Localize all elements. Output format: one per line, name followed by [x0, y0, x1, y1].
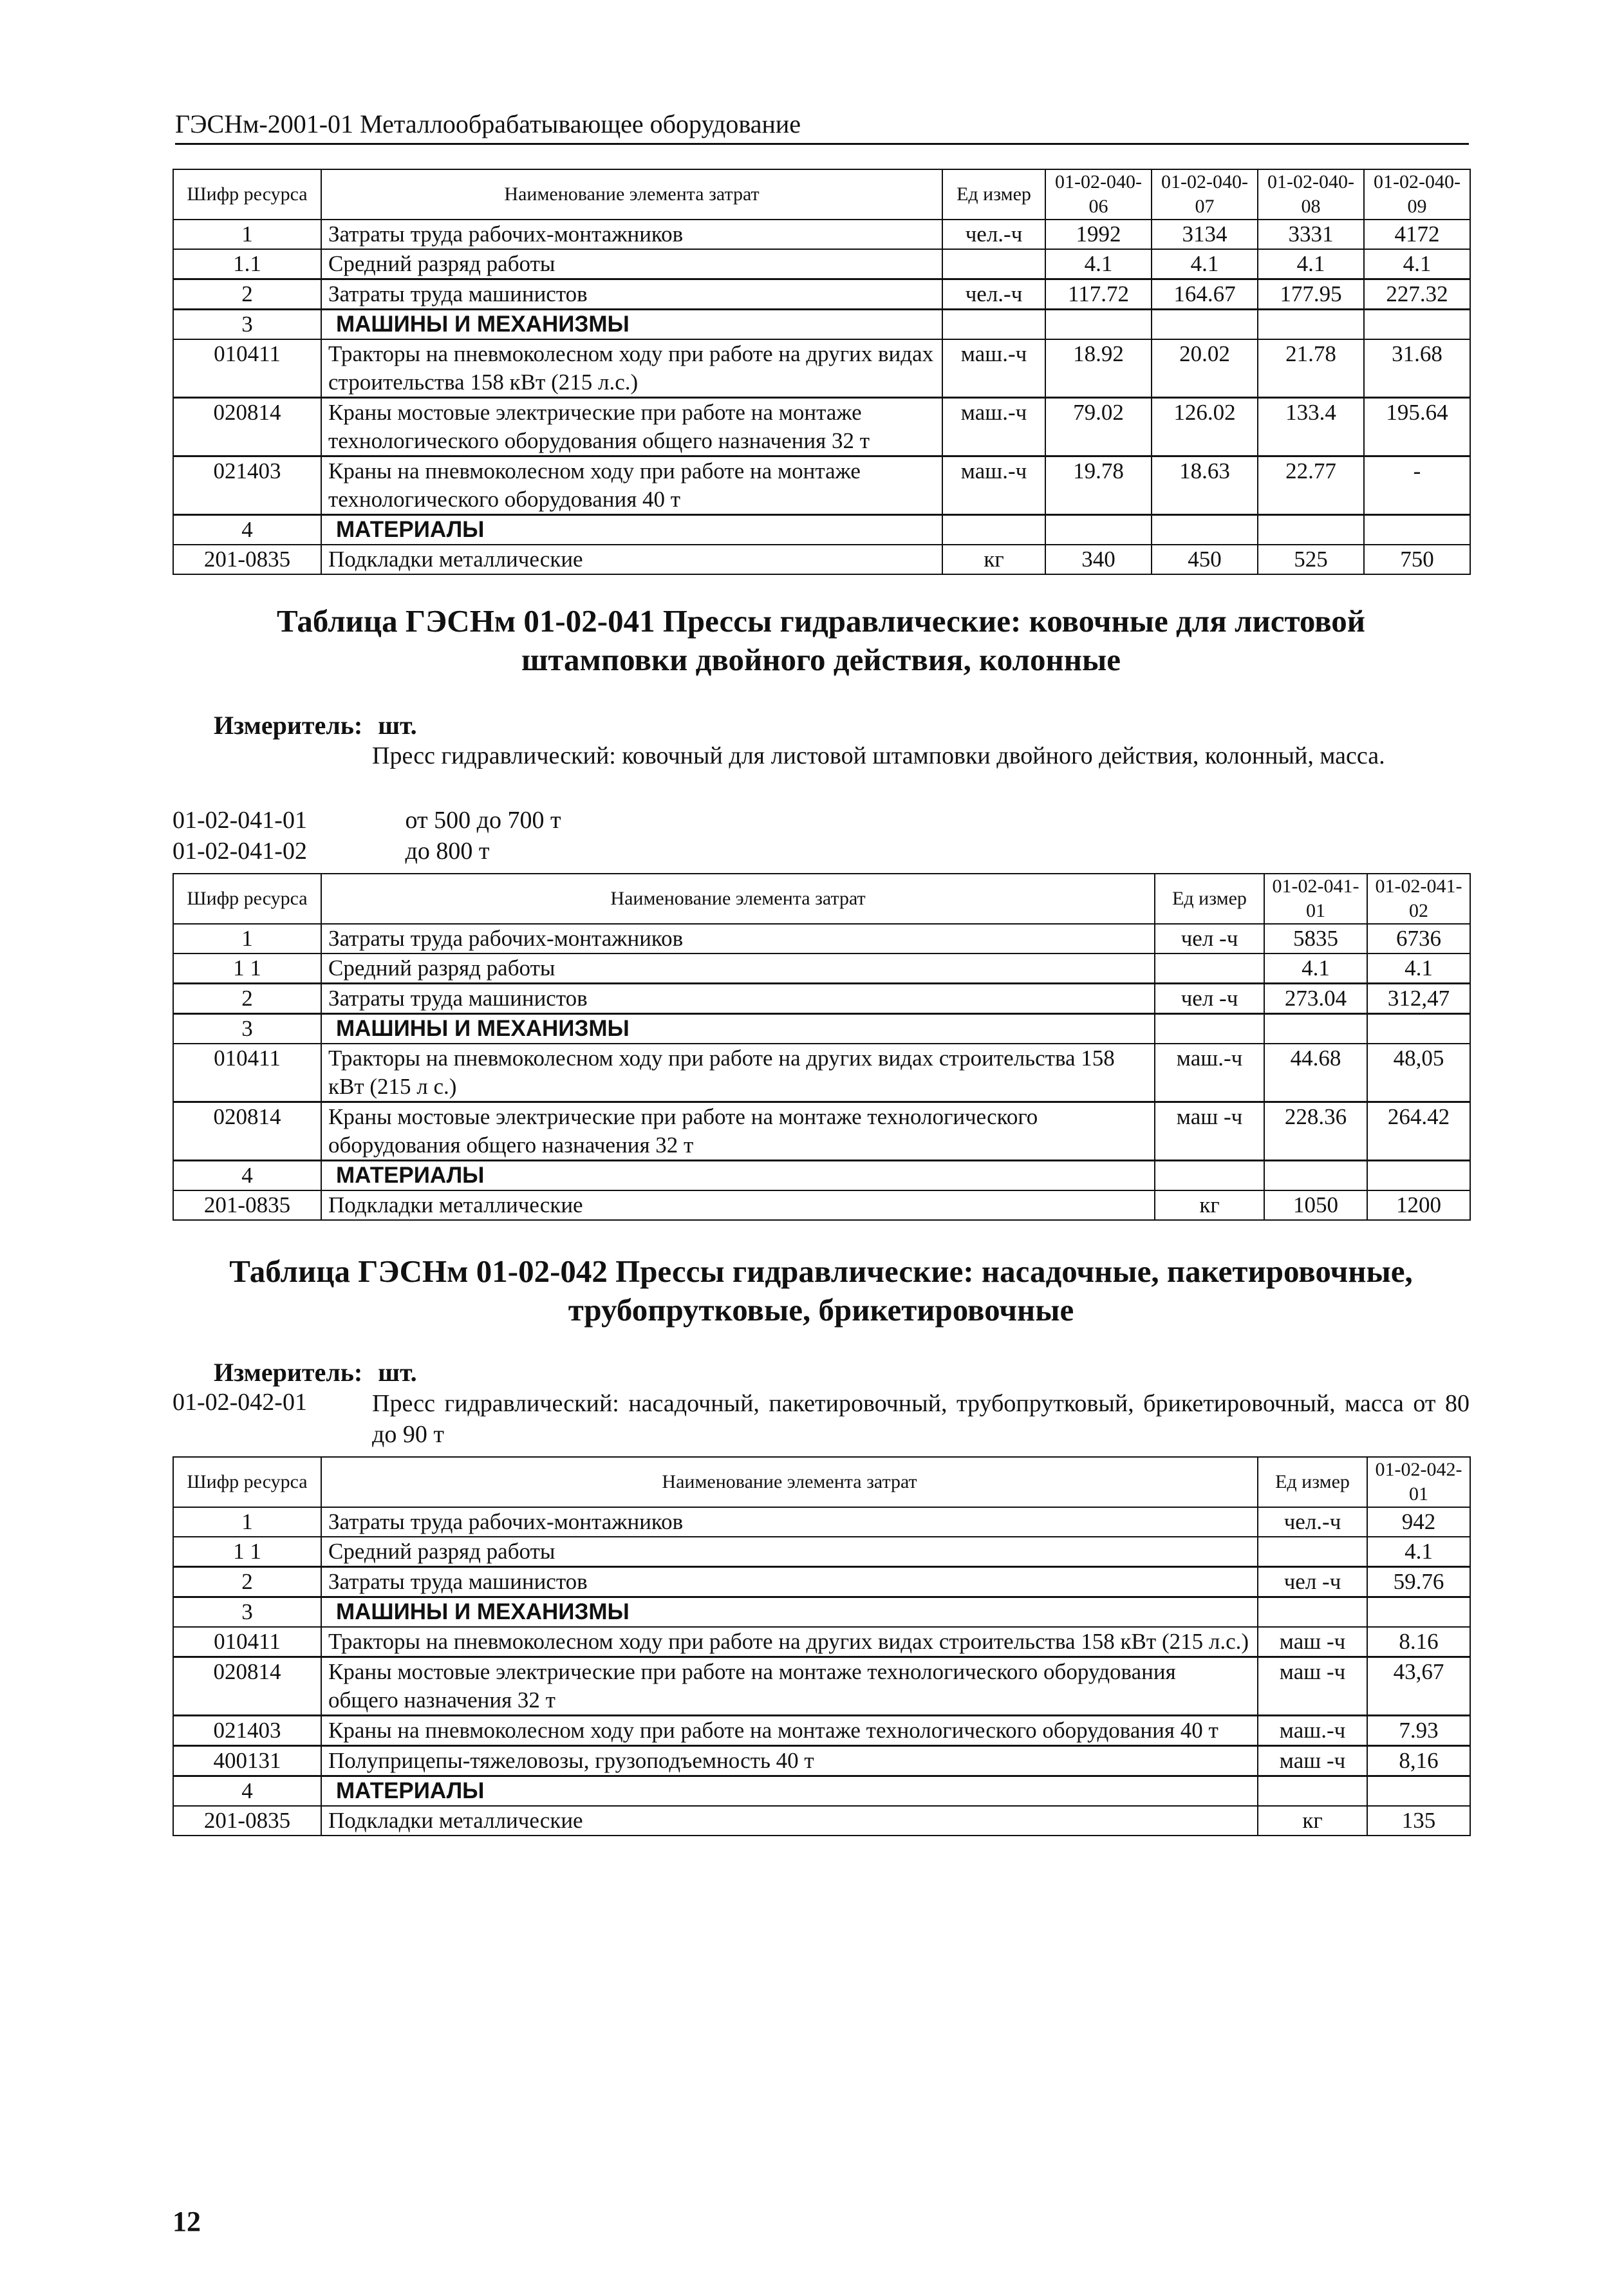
table-cell: 021403 — [173, 1716, 321, 1746]
rate-code-line — [173, 837, 489, 865]
table-cell: 1 1 — [173, 953, 321, 984]
cost-table-042 — [173, 1456, 1471, 1836]
table-cell: 010411 — [173, 1044, 321, 1102]
table-cell: 164.67 — [1152, 279, 1258, 310]
column-header: 01-02-041-01 — [1264, 874, 1367, 924]
table-cell: 4.1 — [1367, 953, 1470, 984]
table-cell: 273.04 — [1264, 984, 1367, 1014]
section-row — [173, 1597, 1470, 1628]
table-cell: кг — [1155, 1190, 1264, 1220]
rate-code: 01-02-041-01 — [173, 807, 307, 834]
table-cell: 1992 — [1045, 220, 1152, 249]
table-cell — [1155, 1161, 1264, 1191]
table-cell: Краны мостовые электрические при работе на монтаже технологического оборудования общего назначения 32 т — [321, 1657, 1258, 1716]
section-row — [173, 1776, 1470, 1807]
table-cell: 264.42 — [1367, 1102, 1470, 1161]
table-cell: 4.1 — [1367, 1537, 1470, 1567]
measure-label-text: Измеритель: — [214, 1358, 363, 1387]
table-cell — [1152, 515, 1258, 545]
table-cell: 3331 — [1258, 220, 1364, 249]
table-cell: 79.02 — [1045, 398, 1152, 456]
table-row — [173, 398, 1470, 456]
table-row — [173, 1507, 1470, 1537]
measure-label — [214, 710, 417, 740]
table-cell — [1045, 515, 1152, 545]
table-cell: 201-0835 — [173, 545, 321, 574]
table-cell: 3134 — [1152, 220, 1258, 249]
table-cell: 3 — [173, 310, 321, 340]
table-cell: маш -ч — [1258, 1657, 1367, 1716]
table-cell: 44.68 — [1264, 1044, 1367, 1102]
table-row — [173, 1190, 1470, 1220]
rate-code-text: от 500 до 700 т — [405, 807, 561, 834]
table-cell: 5835 — [1264, 924, 1367, 953]
table-cell: 2 — [173, 1567, 321, 1597]
table-row — [173, 1657, 1470, 1716]
table-cell: Краны на пневмоколесном ходу при работе на монтаже технологического оборудования 40 т — [321, 456, 942, 515]
table-row — [173, 1567, 1470, 1597]
table-cell: чел -ч — [1258, 1567, 1367, 1597]
rate-code: 01-02-042-01 — [173, 1389, 307, 1416]
section-row — [173, 1014, 1470, 1044]
table-cell: Тракторы на пневмоколесном ходу при работе на других видах строительства 158 кВт (215 л с.) — [321, 1044, 1155, 1102]
table-cell: Средний разряд работы — [321, 953, 1155, 984]
section-row — [173, 310, 1470, 340]
table-cell — [1367, 1161, 1470, 1191]
table-cell: Затраты труда рабочих-монтажников — [321, 924, 1155, 953]
table-row — [173, 545, 1470, 574]
table-row — [173, 339, 1470, 398]
table-cell: 020814 — [173, 1657, 321, 1716]
table-cell: 126.02 — [1152, 398, 1258, 456]
table-cell: Полуприцепы-тяжеловозы, грузоподъемность 40 т — [321, 1746, 1258, 1776]
table-cell — [1258, 515, 1364, 545]
table-cell: 942 — [1367, 1507, 1470, 1537]
table-cell: 4.1 — [1152, 249, 1258, 279]
table-cell: МАТЕРИАЛЫ — [321, 1161, 1155, 1191]
table-cell: чел.-ч — [1258, 1507, 1367, 1537]
table-cell: 228.36 — [1264, 1102, 1367, 1161]
table-cell: 4.1 — [1264, 953, 1367, 984]
table-cell — [1155, 953, 1264, 984]
measure-unit: шт. — [378, 711, 417, 740]
table-cell: чел.-ч — [942, 279, 1045, 310]
table-cell: Тракторы на пневмоколесном ходу при работе на других видах строительства 158 кВт (215 л.с.) — [321, 1627, 1258, 1657]
table-cell: 1200 — [1367, 1190, 1470, 1220]
table-cell: 1 1 — [173, 1537, 321, 1567]
table-cell: 010411 — [173, 339, 321, 398]
column-header: Ед измер — [942, 169, 1045, 220]
table-cell: чел -ч — [1155, 984, 1264, 1014]
table-cell: чел.-ч — [942, 220, 1045, 249]
table-cell: Затраты труда машинистов — [321, 1567, 1258, 1597]
table-row — [173, 456, 1470, 515]
table-cell: 525 — [1258, 545, 1364, 574]
table-cell: 400131 — [173, 1746, 321, 1776]
cost-table-040 — [173, 169, 1471, 575]
table-cell: МАШИНЫ И МЕХАНИЗМЫ — [321, 1597, 1258, 1628]
section-row — [173, 1161, 1470, 1191]
table-cell: 6736 — [1367, 924, 1470, 953]
table-cell: 2 — [173, 984, 321, 1014]
table-cell: чел -ч — [1155, 924, 1264, 953]
column-header: Наименование элемента затрат — [321, 1457, 1258, 1507]
table-cell — [942, 249, 1045, 279]
table-cell: 2 — [173, 279, 321, 310]
table-cell — [1364, 310, 1470, 340]
column-header: Шифр ресурса — [173, 874, 321, 924]
table-cell: 8.16 — [1367, 1627, 1470, 1657]
table-cell: 021403 — [173, 456, 321, 515]
table-cell — [1258, 1597, 1367, 1628]
table-cell — [1045, 310, 1152, 340]
measure-unit: шт. — [378, 1358, 417, 1387]
column-header: 01-02-040-06 — [1045, 169, 1152, 220]
table-cell: маш.-ч — [942, 398, 1045, 456]
column-header: Ед измер — [1258, 1457, 1367, 1507]
table-cell: маш -ч — [1258, 1746, 1367, 1776]
running-header: ГЭСНм-2001-01 Металлообрабатывающее оборудование — [175, 109, 1469, 145]
table-cell: 201-0835 — [173, 1806, 321, 1836]
table-cell: 450 — [1152, 545, 1258, 574]
table-row — [173, 1537, 1470, 1567]
table-cell: маш.-ч — [942, 456, 1045, 515]
table-cell: 133.4 — [1258, 398, 1364, 456]
table-row — [173, 1806, 1470, 1836]
table-row — [173, 1102, 1470, 1161]
table-cell: 1 — [173, 1507, 321, 1537]
table-cell: 177.95 — [1258, 279, 1364, 310]
table-cell: Подкладки металлические — [321, 1190, 1155, 1220]
table-cell: Затраты труда рабочих-монтажников — [321, 1507, 1258, 1537]
table-cell — [1367, 1014, 1470, 1044]
table-cell: 4172 — [1364, 220, 1470, 249]
table-cell: 7.93 — [1367, 1716, 1470, 1746]
table-header-row — [173, 874, 1470, 924]
table-cell: МАТЕРИАЛЫ — [321, 515, 942, 545]
table-cell: 020814 — [173, 398, 321, 456]
table-cell: 1 — [173, 924, 321, 953]
table-header-row — [173, 169, 1470, 220]
table-cell: Краны на пневмоколесном ходу при работе на монтаже технологического оборудования 40 т — [321, 1716, 1258, 1746]
table-cell — [1367, 1597, 1470, 1628]
table-cell: 18.92 — [1045, 339, 1152, 398]
table-cell: Затраты труда машинистов — [321, 279, 942, 310]
table-cell: маш -ч — [1155, 1102, 1264, 1161]
table-cell: Подкладки металлические — [321, 545, 942, 574]
table-cell: Средний разряд работы — [321, 249, 942, 279]
table-cell — [1367, 1776, 1470, 1807]
table-cell — [1155, 1014, 1264, 1044]
column-header: 01-02-042-01 — [1367, 1457, 1470, 1507]
column-header: Наименование элемента затрат — [321, 874, 1155, 924]
page-number: 12 — [173, 2206, 201, 2237]
column-header: 01-02-040-09 — [1364, 169, 1470, 220]
section-row — [173, 515, 1470, 545]
table-cell — [942, 310, 1045, 340]
table-cell: 8,16 — [1367, 1746, 1470, 1776]
column-header: Шифр ресурса — [173, 169, 321, 220]
table-row — [173, 279, 1470, 310]
table-cell — [1152, 310, 1258, 340]
cost-table-041 — [173, 873, 1471, 1221]
table-cell: 19.78 — [1045, 456, 1152, 515]
table-cell — [1258, 310, 1364, 340]
table-cell: 3 — [173, 1014, 321, 1044]
table-cell — [1264, 1161, 1367, 1191]
table-row — [173, 1746, 1470, 1776]
table-cell: 4 — [173, 1161, 321, 1191]
table-cell: 48,05 — [1367, 1044, 1470, 1102]
rate-code-text: до 800 т — [405, 838, 490, 865]
table-cell: 4.1 — [1045, 249, 1152, 279]
table-cell: Подкладки металлические — [321, 1806, 1258, 1836]
table-cell: 340 — [1045, 545, 1152, 574]
table-cell: 195.64 — [1364, 398, 1470, 456]
table-cell: Краны мостовые электрические при работе на монтаже технологического оборудования общего назначения 32 т — [321, 398, 942, 456]
table-cell: Краны мостовые электрические при работе на монтаже технологического оборудования общего назначения 32 т — [321, 1102, 1155, 1161]
table-cell — [1258, 1776, 1367, 1807]
table-row — [173, 1716, 1470, 1746]
table-cell: маш.-ч — [1155, 1044, 1264, 1102]
column-header: Наименование элемента затрат — [321, 169, 942, 220]
column-header: Ед измер — [1155, 874, 1264, 924]
table-cell: 227.32 — [1364, 279, 1470, 310]
rate-code-line — [173, 806, 561, 834]
table-cell: 3 — [173, 1597, 321, 1628]
table-row — [173, 220, 1470, 249]
table-cell: МАШИНЫ И МЕХАНИЗМЫ — [321, 310, 942, 340]
table-cell: 21.78 — [1258, 339, 1364, 398]
table-cell: маш -ч — [1258, 1627, 1367, 1657]
table-row — [173, 249, 1470, 279]
measure-label-text: Измеритель: — [214, 711, 363, 740]
table-row — [173, 953, 1470, 984]
table-cell: 43,67 — [1367, 1657, 1470, 1716]
table-cell: 4 — [173, 1776, 321, 1807]
table-cell: 59.76 — [1367, 1567, 1470, 1597]
table-cell: кг — [942, 545, 1045, 574]
table-cell — [1258, 1537, 1367, 1567]
table-cell: маш.-ч — [1258, 1716, 1367, 1746]
table-cell: кг — [1258, 1806, 1367, 1836]
table-cell: 020814 — [173, 1102, 321, 1161]
table-cell: 750 — [1364, 545, 1470, 574]
table-cell: 135 — [1367, 1806, 1470, 1836]
table-cell: 4.1 — [1258, 249, 1364, 279]
table-cell: МАТЕРИАЛЫ — [321, 1776, 1258, 1807]
column-header: 01-02-040-08 — [1258, 169, 1364, 220]
table-cell: - — [1364, 456, 1470, 515]
table-cell: Затраты труда машинистов — [321, 984, 1155, 1014]
table-row — [173, 1627, 1470, 1657]
table-cell: Тракторы на пневмоколесном ходу при работе на других видах строительства 158 кВт (215 л.с.) — [321, 339, 942, 398]
table-cell: маш.-ч — [942, 339, 1045, 398]
column-header: Шифр ресурса — [173, 1457, 321, 1507]
table-cell — [1364, 515, 1470, 545]
table-cell: 22.77 — [1258, 456, 1364, 515]
table-row — [173, 924, 1470, 953]
table-cell: 18.63 — [1152, 456, 1258, 515]
table-title-041: Таблица ГЭСНм 01-02-041 Прессы гидравлические: ковочные для листовой штамповки двойного действия, колонные — [276, 603, 1366, 677]
table-cell: 201-0835 — [173, 1190, 321, 1220]
unit-description: Пресс гидравлический: ковочный для листовой штамповки двойного действия, колонный, масса. — [372, 742, 1385, 769]
table-cell: 1.1 — [173, 249, 321, 279]
table-title-042: Таблица ГЭСНм 01-02-042 Прессы гидравлические: насадочные, пакетировочные, трубопрутковые, брикетировочные — [229, 1254, 1413, 1328]
table-cell — [1264, 1014, 1367, 1044]
table-cell — [942, 515, 1045, 545]
table-cell: 1 — [173, 220, 321, 249]
table-cell: Затраты труда рабочих-монтажников — [321, 220, 942, 249]
table-cell: МАШИНЫ И МЕХАНИЗМЫ — [321, 1014, 1155, 1044]
table-cell: Средний разряд работы — [321, 1537, 1258, 1567]
table-cell: 1050 — [1264, 1190, 1367, 1220]
column-header: 01-02-041-02 — [1367, 874, 1470, 924]
column-header: 01-02-040-07 — [1152, 169, 1258, 220]
table-cell: 4.1 — [1364, 249, 1470, 279]
table-cell: 117.72 — [1045, 279, 1152, 310]
table-cell: 20.02 — [1152, 339, 1258, 398]
table-cell: 312,47 — [1367, 984, 1470, 1014]
table-cell: 31.68 — [1364, 339, 1470, 398]
table-row — [173, 984, 1470, 1014]
table-row — [173, 1044, 1470, 1102]
table-header-row — [173, 1457, 1470, 1507]
measure-label — [214, 1357, 417, 1387]
table-cell: 4 — [173, 515, 321, 545]
table-cell: 010411 — [173, 1627, 321, 1657]
unit-description: Пресс гидравлический: насадочный, пакетировочный, трубопрутковый, брикетировочный, масса от 80 до 90 т — [372, 1390, 1470, 1448]
rate-code: 01-02-041-02 — [173, 838, 307, 865]
